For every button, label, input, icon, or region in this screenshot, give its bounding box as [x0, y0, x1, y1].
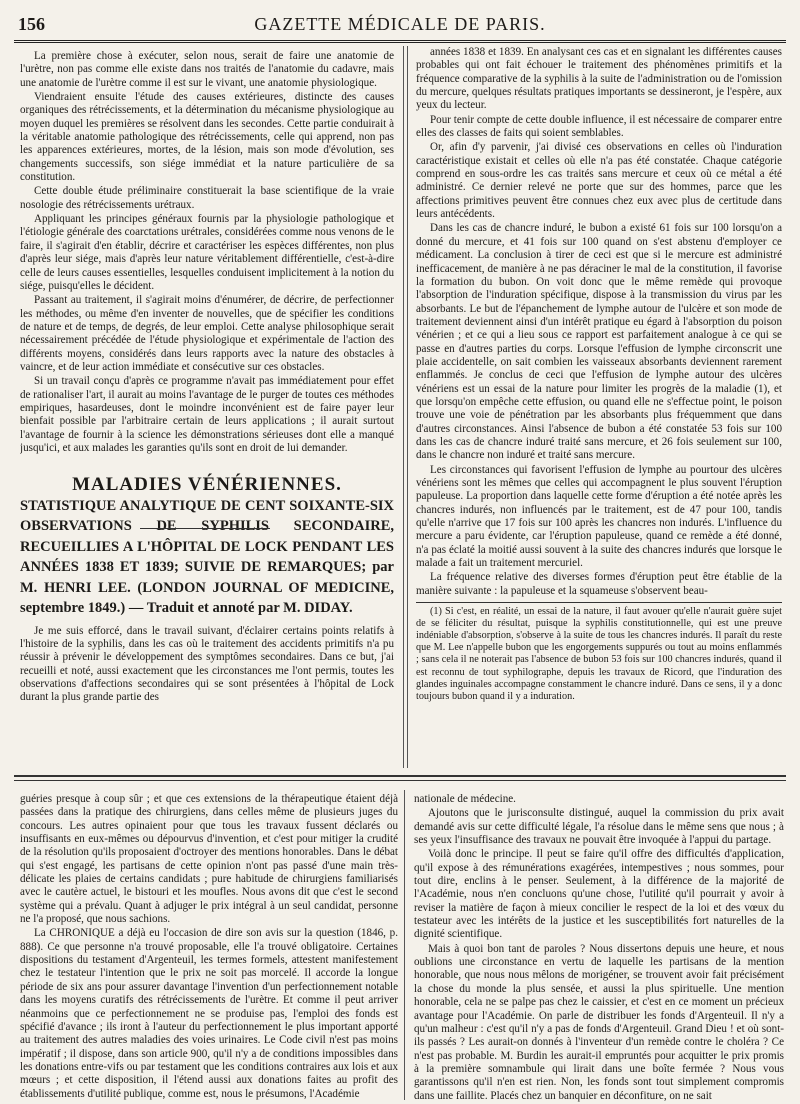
column-separator [403, 46, 404, 768]
header-rule [14, 40, 786, 43]
paragraph: Passant au traitement, il s'agirait moins d'énumérer, de décrire, de perfectionner les méthodes, ou même d'en inventer de nouvelles, que de spécifier les conditions de nature et de temps, de degrés, de leur emploi. Cette analyse philosophique serait nécessairement précédée de l'étude physiologique et expérimentale de l'action des différents moyens, considérés dans leurs rapports avec la nature des obstacles à vaincre, et de leur action immédiate et consécutive sur ces obstacles. [20, 294, 394, 373]
journal-title: GAZETTE MÉDICALE DE PARIS. [254, 14, 546, 34]
paragraph: La CHRONIQUE a déjà eu l'occasion de dire son avis sur la question (1846, p. 888). Ce que personne n'a trouvé proposable, elle l'a trouvé obligatoire. Certaines dispositions du testament d'Argenteuil, les termes formels, attestent manifestement chez le testateur l'intention que le prix ne soit pas morcelé. Il accorde la longue période de six ans pour assurer davantage l'invention d'un perfectionnement notable dans les moyens curatifs des rétrécissements de l'urètre. Et comme il peut arriver néanmoins que ce perfectionnement ne se produise pas, l'emploi des fonds est spécifié d'avance ; ils iront à l'auteur du perfectionnement le plus important apporté au traitement des autres maladies des voies urinaires. Le Code civil n'est pas moins impératif ; il dispose, dans son article 900, qu'il n'y a de conditions impossibles dans les donations entre-vifs ou par testament que les conditions contraires aux lois et aux mœurs ; et cette disposition, il l'étend aussi aux donations faites au profit des établissements d'utilité publique, comme est, nous le présumons, l'Académie [20, 927, 398, 1100]
paragraph: Mais à quoi bon tant de paroles ? Nous dissertons depuis une heure, et nous oublions une circonstance en vertu de laquelle les partisans de la mention honorable, que nous nous mêlons de morigéner, se trouvent avoir fait précisément la chose du monde la plus sensée, et aussi la plus spirituelle. Une mention honorable, cela ne se palpe pas chez le caissier, et c'est en ce moment un précieux avantage pour l'Académie. On parle de distribuer les fonds d'Argenteuil. Il n'y a qu'un malheur : c'est qu'il n'y a pas de fonds d'Argenteuil. Grand Dieu ! et où sont-ils passés ? Les aurait-on donnés à l'inventeur d'un remède contre le choléra ? Ce n'est pas probable. M. Burdin les aurait-il empruntés pour acquitter le prix promis à la première somnambule qui lirait dans une boîte fermée ? Nous vous garantissons qu'il n'en est rien. Non, les fonds sont tout simplement compromis dans une faillite. Placés chez un banquier en déconfiture, on ne sait [414, 942, 784, 1102]
paragraph: Voilà donc le principe. Il peut se faire qu'il offre des difficultés d'application, qu'il expose à des rémunérations exagérées, intempestives ; nous sommes, pour tout dire, enclins à le penser. Seulement, à la différence de la majorité de l'Académie, nous n'en concluons qu'une chose, l'utilité qu'il pourrait y avoir à reviser la matière de façon à mieux concilier le respect de la loi et des vœux du testateur avec les intérêts de la justice et les susceptibilités fort naturelles de la dignité scientifique. [414, 848, 784, 941]
page-header [14, 12, 786, 38]
paragraph: Viendraient ensuite l'étude des causes extérieures, distincte des causes organiques des rétrécissements, et la détermination du mécanisme physiologique au moyen duquel les premières se résolvent dans les secondes. Cette partie conduirait à la véritable anatomie pathologique des rétrécissements, celle qui apprend, non pas les apparences extérieures, mortes, de la lésion, mais son mode d'évolution, ses changements successifs, son siége immédiat et la nature particulière de sa constitution. [20, 91, 394, 184]
page-number: 156 [18, 14, 45, 34]
bottom-left-column [20, 793, 398, 1103]
section-title: MALADIES VÉNÉRIENNES. [72, 474, 342, 496]
paragraph: Si un travail conçu d'après ce programme n'avait pas immédiatement pour effet de rationaliser l'art, il aurait au moins l'avantage de le purger de toutes ces méthodes empiriques, hasardeuses, dont le moindre inconvénient est de faire payer leur bienfait possible par l'arbitraire certain de leurs applications ; il aurait surtout l'avantage de fournir à la science les démonstrations sérieuses dont elle a manqué jusqu'ici, et aux malades les garanties qu'ils sont en droit de lui demander. [20, 375, 394, 454]
paragraph: Or, afin d'y parvenir, j'ai divisé ces observations en celles où l'induration caractéristique existait et celles où elle n'a pas été constatée. Chaque catégorie comprend en sous-ordre les cas traités sans mercure et ceux où ce métal a été administré. Ce dernier relevé ne porte que sur des hommes, parce que les affections primitives peuvent être connues chez eux avec plus de certitude dans leurs antécédents. [416, 141, 782, 221]
section-subtitle: STATISTIQUE ANALYTIQUE DE CENT SOIXANTE-SIX OBSERVATIONS DE SYPHILIS SECONDAIRE, RECUEILLIES A L'HÔPITAL DE LOCK PENDANT LES ANNÉES 1838 ET 1839; SUIVIE DE REMARQUES; par M. HENRI LEE. (LONDON JOURNAL OF MEDICINE, septembre 1849.) — Traduit et annoté par M. DIDAY. [20, 497, 394, 617]
column-separator [404, 790, 405, 1100]
right-column [416, 46, 782, 762]
footnote: (1) Si c'est, en réalité, un essai de la nature, il faut avouer qu'elle n'aurait guère sujet de se féliciter du résultat, puisque la syphilis constitutionnelle, qui est une preuve indéniable d'absorption, s'observe à la suite de tous les chancres indurés. Il paraît du reste que M. Lee n'appelle bubon que les engorgements suppurés ou tout au moins enflammés ; sans cela il ne noterait pas l'absence de bubon 53 fois sur 100 chancres indurés, quand il est reconnu de tout syphilographe, depuis les travaux de Ricord, que l'induration des glandes inguinales accompagne constamment le chancre induré. Dans ce sens, il y a donc toujours bubon quand il y a induration. [416, 606, 782, 702]
paragraph: La fréquence relative des diverses formes d'éruption peut être établie de la manière suivante : la papuleuse et la squameuse s'observent beau- [416, 571, 782, 597]
paragraph: Les circonstances qui favorisent l'effusion de lymphe au pourtour des ulcères vénériens sont les mêmes que celles qui accompagnent le plus souvent l'éruption papuleuse. La proportion dans laquelle cette forme d'éruption a été notée après les chancres indurés, non influencés par le traitement, est de 47 pour 100, tandis qu'elle n'arrive que 17 fois sur 100 après les chancres non indurés. L'influence du mercure a paru évidente, car l'éruption papuleuse, quand ce remède a été donné, n'a pas éclaté la moitié aussi souvent à la suite des chancres indurés que lorsque le malade a fait un traitement mercuriel. [416, 463, 782, 570]
feuilleton-rule [14, 775, 786, 777]
paragraph: Pour tenir compte de cette double influence, il est nécessaire de comparer entre elles des classes de faits qui soient semblables. [416, 113, 782, 140]
bottom-right-column [414, 793, 784, 1103]
paragraph: La première chose à exécuter, selon nous, serait de faire une anatomie de l'urètre, non pas comme elle existe dans nos traités de l'anatomie du cadavre, mais une anatomie de l'urètre comme il est sur le vivant, une anatomie physiologique. [20, 50, 394, 89]
column-separator [407, 46, 408, 768]
paragraph: Dans les cas de chancre induré, le bubon a existé 61 fois sur 100 lorsqu'on a donné du mercure, et 41 fois sur 100 quand on s'est abstenu d'employer ce médicament. La conclusion à tirer de ceci est que si le mercure est administré inefficacement, de manière à ne pas déraciner le mal de la constitution, il favorise la formation du bubon. On voit donc que le même remède qui provoque l'absorption de l'induration spécifique, dispose à la transmission du virus par les absorbants. Le but de l'épanchement de lymphe autour de l'ulcère et son mode de traitement deviennent ainsi d'un intérêt pratique eu égard à l'absorption du poison vénérien ; et ce qui a lieu sous ce rapport est parfaitement analogue à ce qui se passe en d'autres parties du corps. Lorsque l'effusion de lymphe circonscrit une plaie accidentelle, on sait combien les vaisseaux absorbants deviennent rarement enflammés. Je conclus de ceci que l'effusion de lymphe autour des ulcères vénériens est un essai de la nature pour limiter les progrès de la maladie (1), et que lorsqu'on empêche cette effusion, ou quand elle ne s'effectue point, le poison trouve une voie de pénétration par les absorbants plus fréquemment que dans d'autres circonstances. Ainsi l'absence de bubon a été constatée 53 fois sur 100 dans les cas de chancre induré traité sans mercure, et 26 fois seulement sur 100, dans le chancre non induré et traité sans mercure. [416, 222, 782, 462]
paragraph: Appliquant les principes généraux fournis par la physiologie pathologique et l'étiologie générale des coarctations urétrales, considérées comme nous venons de le faire, il s'agirait d'en établir, décrire et caractériser les espèces différentes, non plus d'après leur siége, mais d'après leur nature véritablement différentielle, c'est-à-dire celle de leurs causes essentielles, lesquelles conduisent implicitement à la notion du siége, puisqu'elles le décident. [20, 213, 394, 292]
feuilleton-rule [14, 780, 786, 781]
paragraph: Ajoutons que le jurisconsulte distingué, auquel la commission du prix avait demandé avis sur cette difficulté légale, l'a résolue dans le même sens que nous ; à ses yeux l'insuffisance des travaux ne pouvait être invoquée à l'appui du partage. [414, 807, 784, 847]
paragraph: nationale de médecine. [414, 793, 516, 805]
left-column [20, 50, 394, 750]
section-divider [140, 528, 270, 529]
footnote-rule [416, 602, 782, 603]
paragraph: Cette double étude préliminaire constituerait la base scientifique de la vraie nosologie des rétrécissements urétraux. [20, 185, 394, 211]
paragraph: guéries presque à coup sûr ; et que ces extensions de la thérapeutique étaient déjà passées dans la pratique des chirurgiens, dans celles même de plusieurs juges du concours. Les autres opinaient pour que tous les travaux fussent déclarés ou insuffisants en eux-mêmes ou dépourvus d'invention, et c'est pour mitiger la crudité de la résolution qu'ils proposaient d'octroyer des mentions honorables. Dans le débat qui s'est engagé, les partisans de cette opinion n'ont pas passé d'une main très-délicate les plaies de certains candidats ; pure habitude de chirurgiens familiarisés avec le cautère actuel, le bistouri et les moufles. Nous avons dit que c'est le second système qui a prévalu. Quant à adjuger le prix intégral à un seul candidat, personne ne l'a proposé, que nous sachions. [20, 793, 398, 926]
paragraph: Je me suis efforcé, dans le travail suivant, d'éclairer certains points relatifs à l'histoire de la syphilis, dans les cas où le traitement des accidents primitifs n'a pu réussir à prévenir le développement des symptômes secondaires. Dans ce but, j'ai recueilli et noté, aussi exactement que les circonstances me l'ont permis, toutes les observations d'affections secondaires qui se sont présentées à l'hôpital de Lock durant la plus grande partie des [20, 624, 394, 704]
paragraph: années 1838 et 1839. En analysant ces cas et en signalant les différentes causes probables qui ont fait échouer le traitement des phénomènes primitifs et la fréquence comparative de la syphilis à la suite de l'administration ou de l'omission du mercure, quelques résultats pratiques importants se dessineront, je l'espère, aux yeux du lecteur. [416, 46, 782, 112]
